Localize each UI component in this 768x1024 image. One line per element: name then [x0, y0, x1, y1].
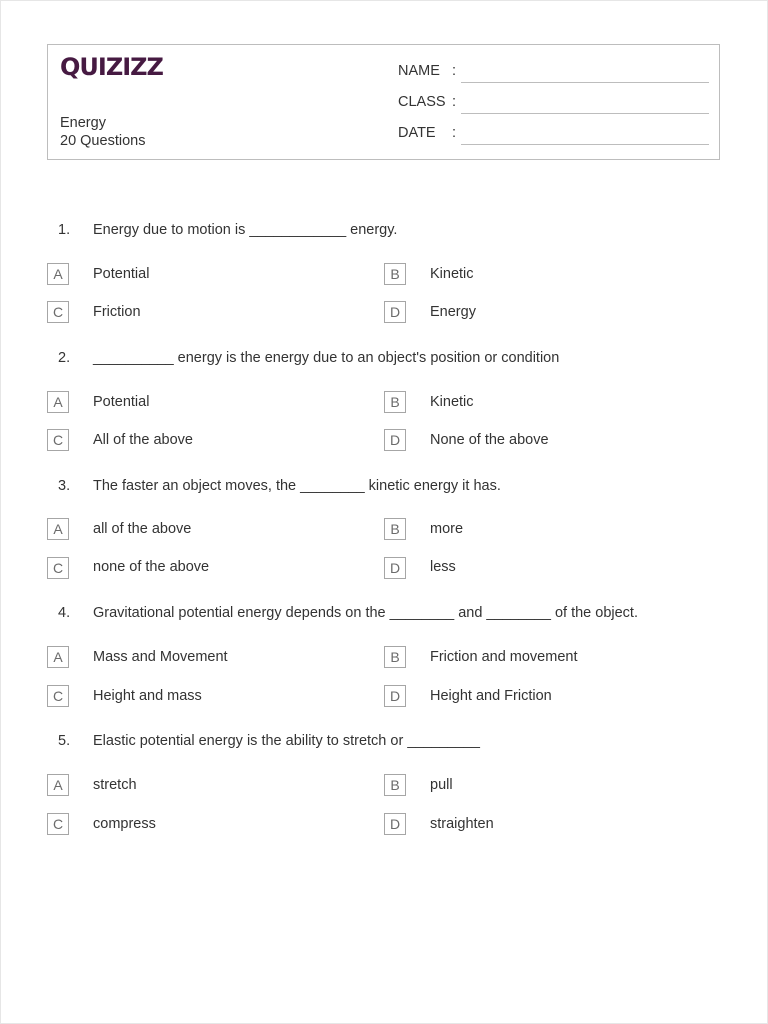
option-text: Friction and movement — [430, 649, 578, 665]
option-box-d[interactable]: D — [384, 557, 406, 579]
class-colon: : — [452, 94, 457, 110]
question-count: 20 Questions — [60, 133, 146, 149]
option-text: All of the above — [93, 432, 193, 448]
option-text: Height and mass — [93, 688, 202, 704]
question-text: The faster an object moves, the ________ kinetic energy it has. — [93, 478, 501, 494]
option-text: none of the above — [93, 559, 210, 575]
worksheet-header — [47, 44, 720, 160]
question-text: Gravitational potential energy depends on the ________ and ________ of the object. — [93, 605, 638, 621]
option-box-b[interactable]: B — [384, 263, 406, 285]
option-text: Height and Friction — [430, 688, 552, 704]
option-box-c[interactable]: C — [47, 813, 69, 835]
option-text: Energy — [430, 304, 476, 320]
name-line — [461, 82, 709, 83]
class-field — [398, 94, 457, 110]
date-colon: : — [452, 125, 457, 141]
question-number: 5. — [58, 733, 71, 749]
date-line — [461, 144, 709, 145]
option-box-d[interactable]: D — [384, 301, 406, 323]
worksheet-title: Energy — [60, 115, 106, 131]
option-box-c[interactable]: C — [47, 301, 69, 323]
option-box-d[interactable]: D — [384, 685, 406, 707]
option-text: Potential — [93, 394, 150, 410]
option-box-c[interactable]: C — [47, 429, 69, 451]
option-box-b[interactable]: B — [384, 774, 406, 796]
date-label: DATE — [398, 125, 436, 141]
name-label: NAME — [398, 63, 440, 79]
option-box-b[interactable]: B — [384, 646, 406, 668]
name-field — [398, 63, 457, 79]
option-text: less — [430, 559, 456, 575]
date-field — [398, 125, 457, 141]
class-label: CLASS — [398, 94, 446, 110]
option-box-d[interactable]: D — [384, 813, 406, 835]
option-box-d[interactable]: D — [384, 429, 406, 451]
option-text: Kinetic — [430, 394, 474, 410]
option-box-a[interactable]: A — [47, 774, 69, 796]
option-text: stretch — [93, 777, 137, 793]
class-line — [461, 113, 709, 114]
option-text: all of the above — [93, 521, 192, 537]
quizizz-logo: QUIZIZZ — [60, 53, 163, 81]
question-number: 1. — [58, 222, 71, 238]
option-text: Potential — [93, 266, 150, 282]
option-box-b[interactable]: B — [384, 518, 406, 540]
question-text: Energy due to motion is ____________ energy. — [93, 222, 398, 238]
question-text: Elastic potential energy is the ability to stretch or _________ — [93, 733, 480, 749]
option-text: None of the above — [430, 432, 549, 448]
option-text: Mass and Movement — [93, 649, 228, 665]
question-number: 4. — [58, 605, 71, 621]
option-text: Kinetic — [430, 266, 474, 282]
option-text: more — [430, 521, 464, 537]
option-box-a[interactable]: A — [47, 646, 69, 668]
option-box-a[interactable]: A — [47, 263, 69, 285]
name-colon: : — [452, 63, 457, 79]
option-box-a[interactable]: A — [47, 391, 69, 413]
option-box-c[interactable]: C — [47, 685, 69, 707]
option-text: pull — [430, 777, 453, 793]
option-text: Friction — [93, 304, 141, 320]
option-text: compress — [93, 816, 156, 832]
question-number: 2. — [58, 350, 71, 366]
question-text: __________ energy is the energy due to an object's position or condition — [93, 350, 560, 366]
option-text: straighten — [430, 816, 494, 832]
option-box-b[interactable]: B — [384, 391, 406, 413]
question-number: 3. — [58, 478, 71, 494]
option-box-c[interactable]: C — [47, 557, 69, 579]
option-box-a[interactable]: A — [47, 518, 69, 540]
